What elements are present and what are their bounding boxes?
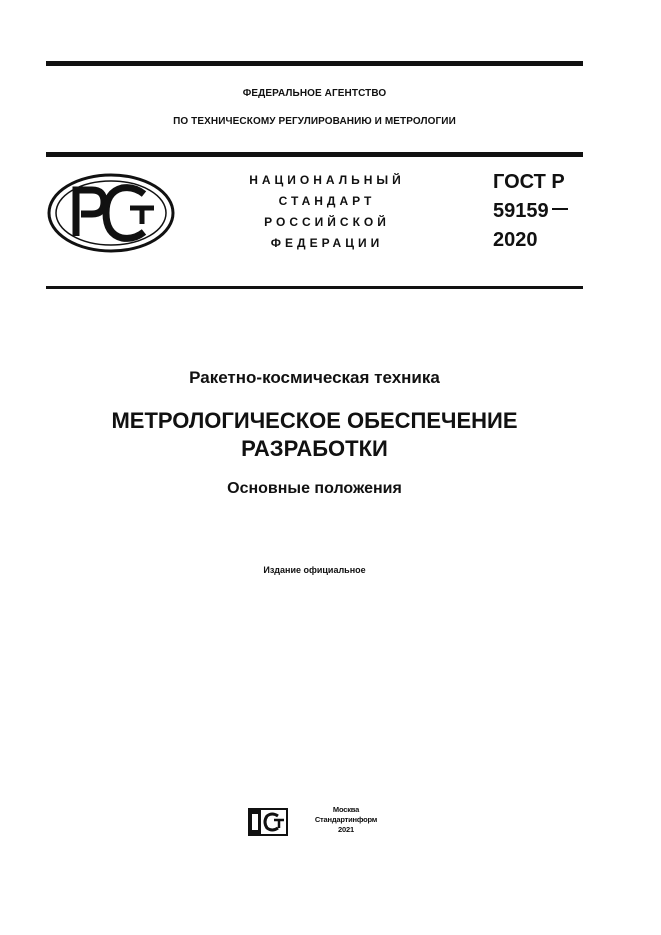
edition-label: Издание официальное: [263, 565, 366, 575]
document-title-line-1: МЕТРОЛОГИЧЕСКОЕ ОБЕСПЕЧЕНИЕ: [111, 408, 518, 433]
national-standard-label: [222, 170, 432, 254]
publisher-city: Москва: [332, 805, 360, 814]
gost-year: 2020: [493, 229, 538, 251]
gost-prefix: ГОСТ Р: [493, 171, 565, 193]
gost-designation: [493, 168, 568, 255]
national-line-4: ФЕДЕРАЦИИ: [270, 236, 384, 250]
standard-block-divider: [46, 286, 583, 289]
agency-line-2: ПО ТЕХНИЧЕСКОМУ РЕГУЛИРОВАНИЮ И МЕТРОЛОГИИ: [173, 116, 456, 127]
agency-line-1: ФЕДЕРАЛЬНОЕ АГЕНТСТВО: [242, 88, 387, 99]
national-line-2: СТАНДАРТ: [278, 194, 376, 208]
document-title: [46, 407, 583, 463]
document-title-line-2: РАЗРАБОТКИ: [241, 436, 388, 461]
national-line-1: НАЦИОНАЛЬНЫЙ: [249, 173, 405, 187]
publisher-info: [306, 805, 386, 835]
document-subtitle: Основные положения: [227, 480, 402, 497]
publisher-name: Стандартинформ: [314, 815, 378, 824]
gost-number: 59159: [493, 200, 549, 222]
header-divider: [46, 152, 583, 157]
gost-dash: [552, 208, 568, 210]
document-subject: Ракетно-космическая техника: [189, 368, 440, 387]
rst-certification-mark-icon: [46, 172, 176, 254]
national-line-3: РОССИЙСКОЙ: [264, 215, 390, 229]
standartinform-logo-icon: [248, 808, 288, 836]
publisher-year: 2021: [338, 825, 354, 834]
top-divider: [46, 61, 583, 66]
